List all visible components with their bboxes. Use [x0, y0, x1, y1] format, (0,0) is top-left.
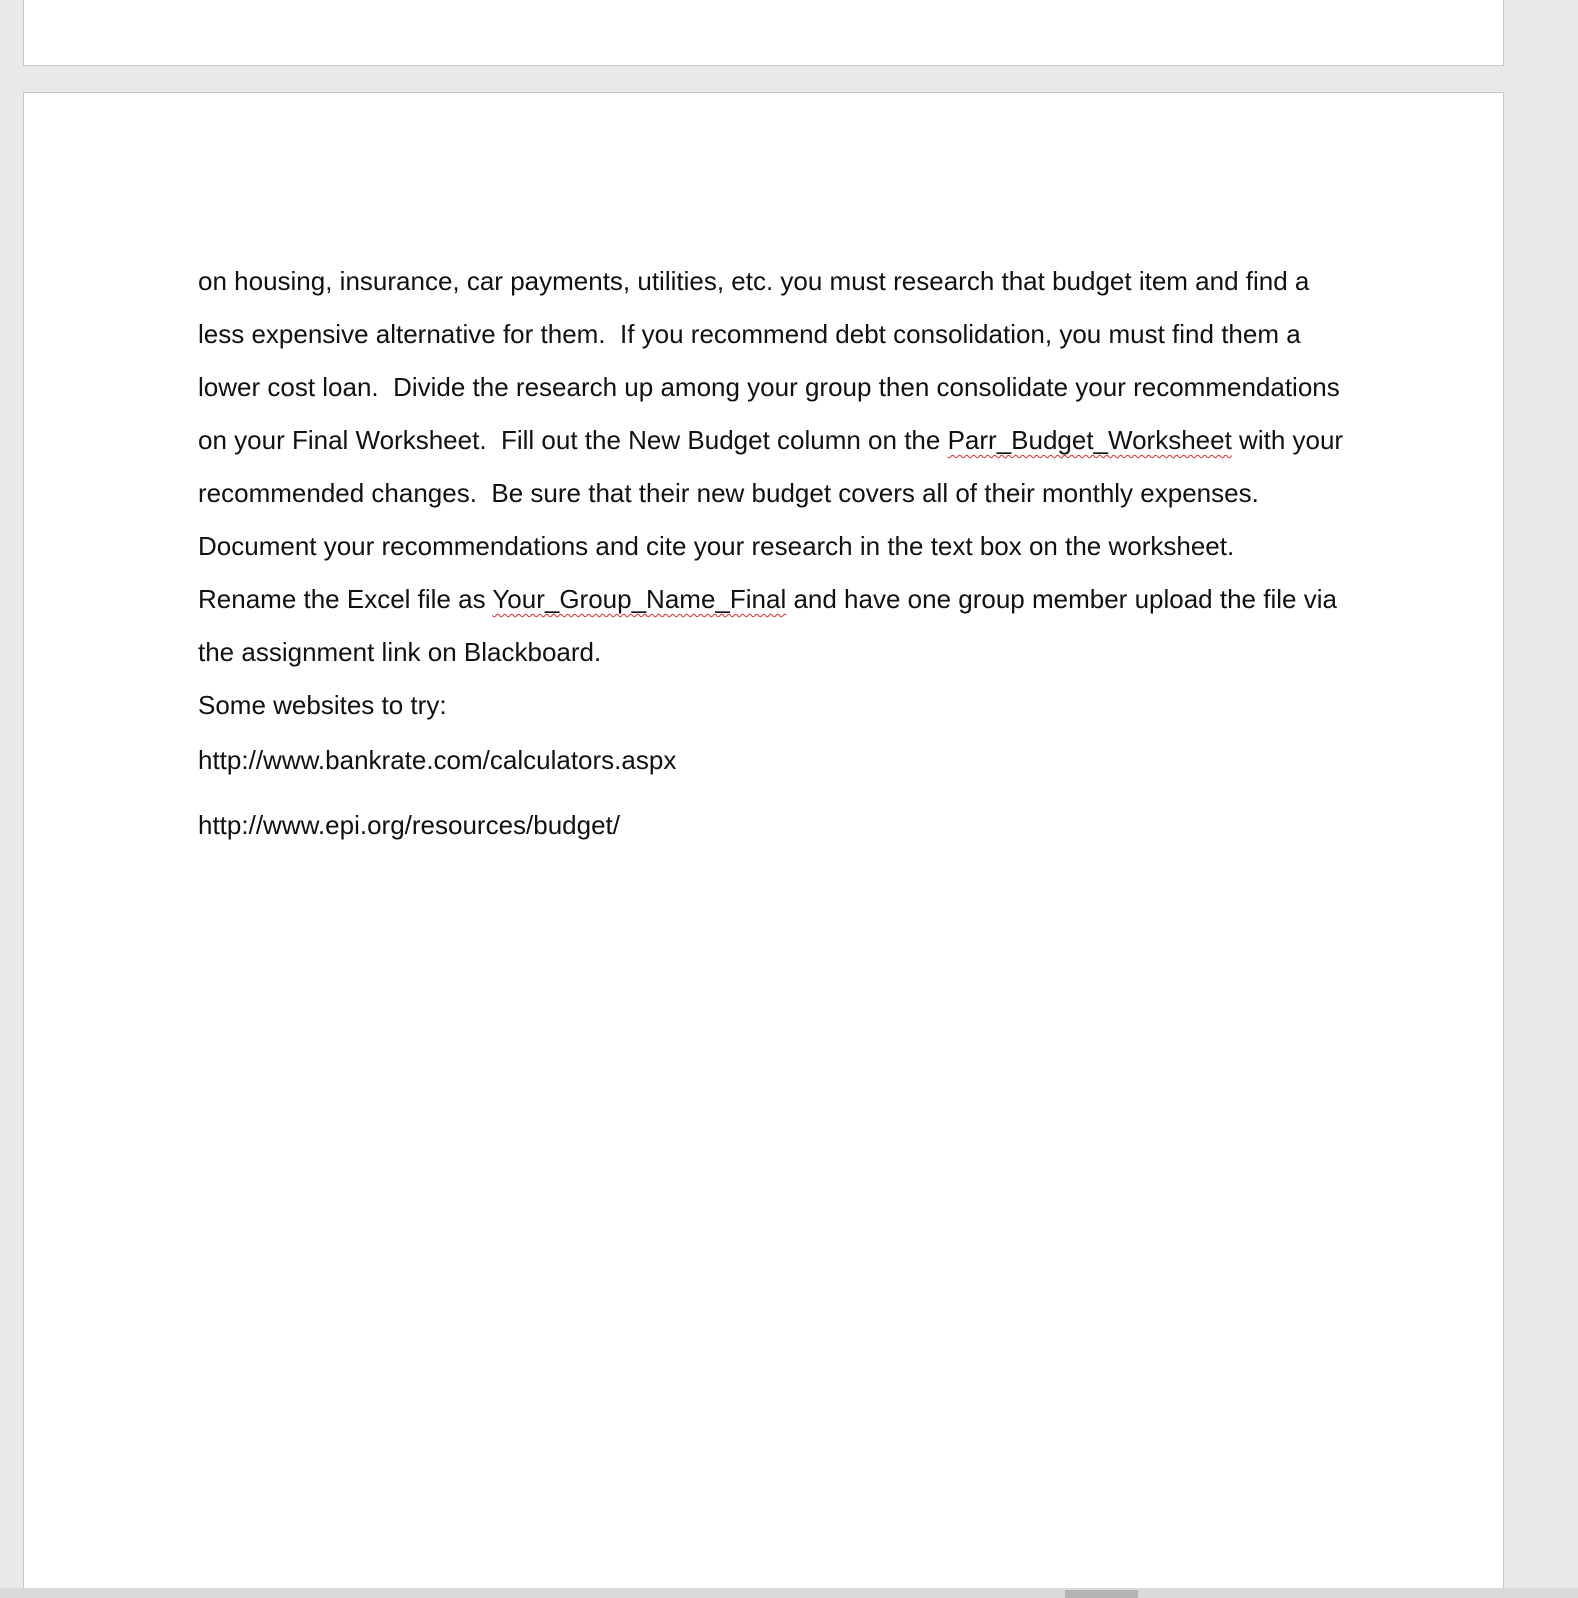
horizontal-scrollbar[interactable]	[0, 1588, 1578, 1598]
website-link-epi[interactable]: http://www.epi.org/resources/budget/	[198, 810, 621, 840]
paragraph-line[interactable]: less expensive alternative for them. If you recommend debt consolidation, you must find them a	[198, 319, 1301, 349]
paragraph-line[interactable]	[198, 420, 1398, 473]
previous-page	[23, 0, 1504, 66]
line-text: Rename the Excel file as	[198, 584, 493, 614]
websites-heading[interactable]: Some websites to try:	[198, 690, 447, 720]
paragraph-line[interactable]: on housing, insurance, car payments, utilities, etc. you must research that budget item and find a	[198, 266, 1310, 296]
line-text: and have one group member upload the file via	[786, 584, 1337, 614]
paragraph-line[interactable]: lower cost loan. Divide the research up among your group then consolidate your recommendations	[198, 372, 1340, 402]
scrollbar-thumb[interactable]	[1065, 1590, 1138, 1598]
line-text: on your Final Worksheet. Fill out the New Budget column on the	[198, 425, 948, 455]
document-body[interactable]	[198, 261, 1398, 870]
line-text: with your	[1231, 425, 1344, 455]
paragraph-line[interactable]: recommended changes. Be sure that their new budget covers all of their monthly expenses.	[198, 478, 1259, 508]
paragraph-line[interactable]	[198, 579, 1398, 632]
paragraph-line[interactable]: Document your recommendations and cite your research in the text box on the worksheet.	[198, 531, 1235, 561]
spellcheck-flagged-word[interactable]: Your_Group_Name_Final	[492, 584, 787, 614]
website-link-bankrate[interactable]: http://www.bankrate.com/calculators.aspx	[198, 745, 677, 775]
current-page[interactable]	[23, 92, 1504, 1598]
paragraph-line[interactable]: the assignment link on Blackboard.	[198, 637, 602, 667]
spellcheck-flagged-word[interactable]: Parr_Budget_Worksheet	[947, 425, 1232, 455]
